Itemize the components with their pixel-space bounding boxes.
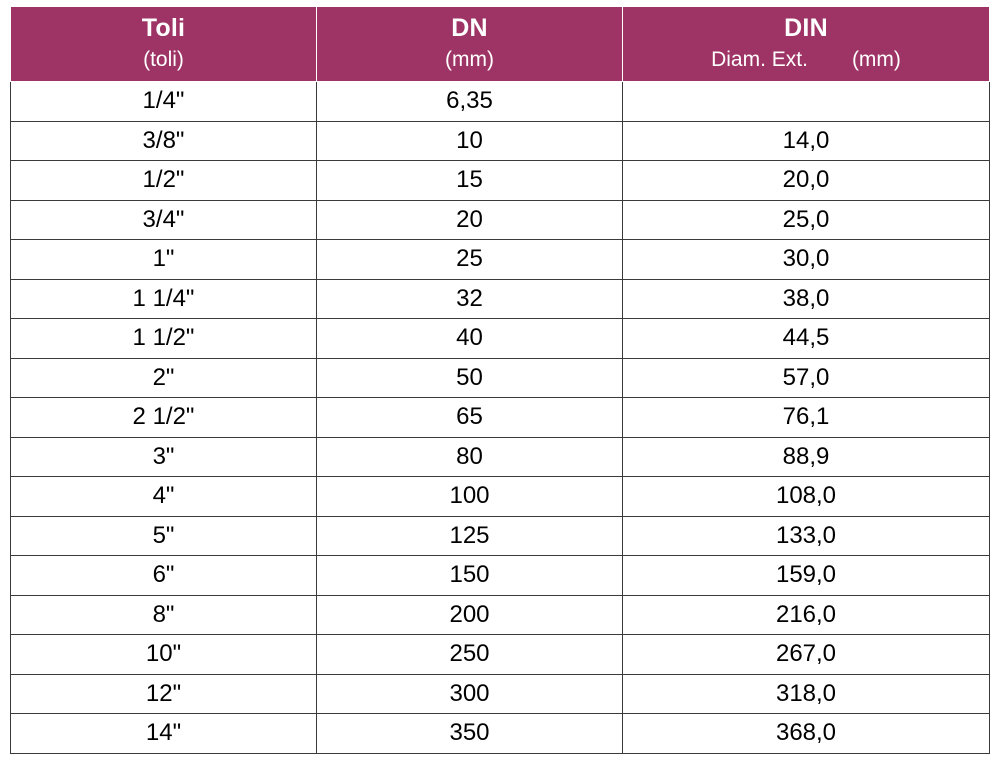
cell-toli: 4" [11, 477, 317, 517]
cell-dn: 250 [317, 635, 623, 675]
cell-dn: 50 [317, 358, 623, 398]
cell-toli: 3" [11, 437, 317, 477]
column-header-din-unit: (mm) [851, 48, 901, 71]
cell-dn: 32 [317, 279, 623, 319]
cell-toli: 10" [11, 635, 317, 675]
cell-din: 57,0 [623, 358, 990, 398]
column-header-din-title: DIN [784, 14, 828, 42]
cell-din: 159,0 [623, 556, 990, 596]
cell-din [623, 82, 990, 122]
cell-din: 14,0 [623, 121, 990, 161]
cell-toli: 8" [11, 595, 317, 635]
table-row [11, 635, 990, 675]
table-body [11, 82, 990, 754]
cell-dn: 20 [317, 200, 623, 240]
cell-dn: 15 [317, 161, 623, 201]
table-row [11, 319, 990, 359]
cell-din: 368,0 [623, 714, 990, 754]
cell-toli: 3/8" [11, 121, 317, 161]
cell-dn: 6,35 [317, 82, 623, 122]
table-row [11, 161, 990, 201]
column-header-din-subtitle [623, 47, 989, 81]
cell-dn: 150 [317, 556, 623, 596]
cell-din: 20,0 [623, 161, 990, 201]
table-row [11, 82, 990, 122]
cell-dn: 300 [317, 674, 623, 714]
table-row [11, 556, 990, 596]
cell-dn: 40 [317, 319, 623, 359]
column-header-toli [11, 7, 317, 82]
cell-din: 318,0 [623, 674, 990, 714]
table-row [11, 279, 990, 319]
column-header-toli-unit: (toli) [143, 48, 184, 71]
cell-din: 88,9 [623, 437, 990, 477]
cell-din: 25,0 [623, 200, 990, 240]
cell-toli: 6" [11, 556, 317, 596]
cell-toli: 3/4" [11, 200, 317, 240]
table-row [11, 358, 990, 398]
column-header-dn-unit: (mm) [445, 48, 494, 71]
cell-din: 267,0 [623, 635, 990, 675]
table-row [11, 240, 990, 280]
cell-din: 30,0 [623, 240, 990, 280]
column-header-dn-title: DN [451, 14, 488, 42]
cell-toli: 2" [11, 358, 317, 398]
cell-din: 44,5 [623, 319, 990, 359]
pipe-size-table [10, 6, 990, 754]
cell-toli: 1" [11, 240, 317, 280]
cell-din: 216,0 [623, 595, 990, 635]
cell-toli: 1/2" [11, 161, 317, 201]
table-row [11, 200, 990, 240]
cell-dn: 65 [317, 398, 623, 438]
cell-toli: 1 1/4" [11, 279, 317, 319]
table-row [11, 398, 990, 438]
table-row [11, 477, 990, 517]
cell-toli: 12" [11, 674, 317, 714]
table-row [11, 121, 990, 161]
cell-din: 133,0 [623, 516, 990, 556]
table-header-row [11, 7, 990, 82]
table-header [11, 7, 990, 82]
cell-dn: 10 [317, 121, 623, 161]
table-row [11, 595, 990, 635]
table-row [11, 674, 990, 714]
cell-toli: 2 1/2" [11, 398, 317, 438]
cell-dn: 350 [317, 714, 623, 754]
cell-toli: 14" [11, 714, 317, 754]
cell-toli: 1 1/2" [11, 319, 317, 359]
cell-dn: 100 [317, 477, 623, 517]
column-header-toli-title: Toli [141, 14, 186, 42]
cell-dn: 25 [317, 240, 623, 280]
cell-dn: 125 [317, 516, 623, 556]
table-row [11, 714, 990, 754]
cell-din: 108,0 [623, 477, 990, 517]
table-row [11, 516, 990, 556]
cell-dn: 200 [317, 595, 623, 635]
column-header-dn [317, 7, 623, 82]
cell-din: 76,1 [623, 398, 990, 438]
cell-toli: 5" [11, 516, 317, 556]
cell-din: 38,0 [623, 279, 990, 319]
cell-dn: 80 [317, 437, 623, 477]
column-header-din-label: Diam. Ext. [711, 48, 808, 71]
cell-toli: 1/4" [11, 82, 317, 122]
column-header-din [623, 7, 990, 82]
table-row [11, 437, 990, 477]
